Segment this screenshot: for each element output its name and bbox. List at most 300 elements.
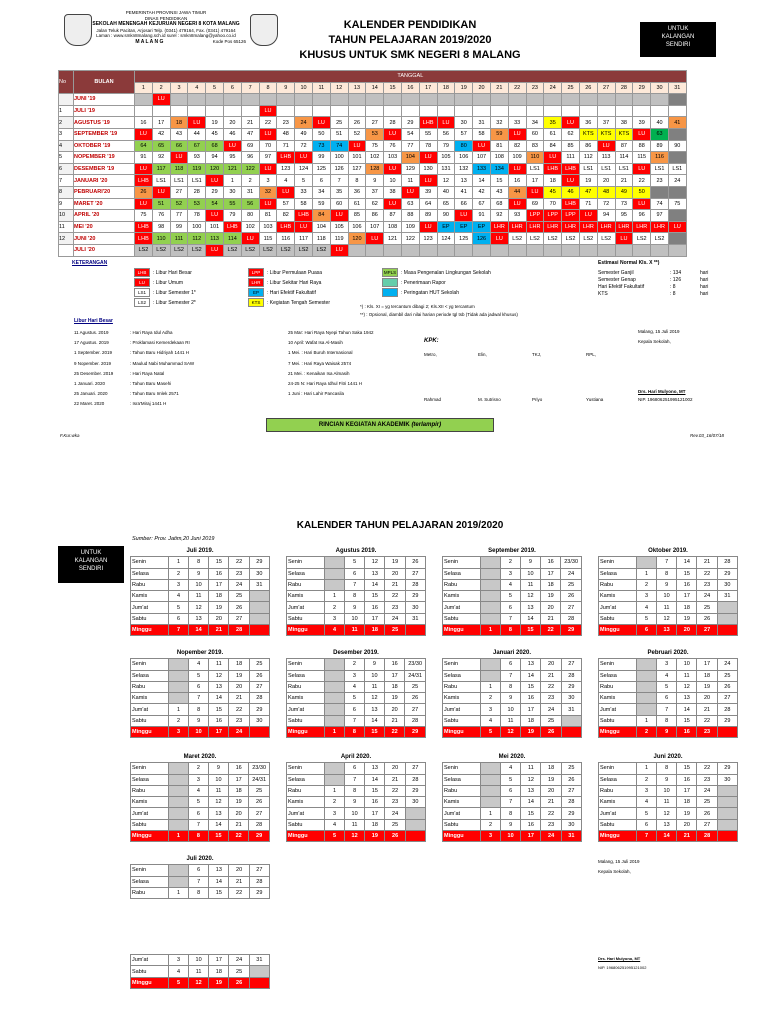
date-cell: 12 <box>521 774 541 785</box>
date-cell: 4 <box>500 579 520 590</box>
month-calendar <box>286 648 426 738</box>
date-cell <box>324 557 344 568</box>
holiday-row <box>74 369 274 379</box>
week-row <box>131 955 270 966</box>
day-cell: 91 <box>473 210 491 222</box>
date-cell: 7 <box>636 831 656 842</box>
day-cell: LHB <box>562 163 580 175</box>
day-cell: 114 <box>223 233 241 245</box>
date-cell: 22 <box>385 591 405 602</box>
date-cell: 6 <box>500 602 520 613</box>
day-cell: LPP <box>526 210 544 222</box>
page-title <box>270 18 550 63</box>
week-row <box>131 670 270 681</box>
internal-use-badge-2 <box>58 546 124 583</box>
day-cell: 122 <box>401 233 419 245</box>
day-cell <box>437 105 455 117</box>
date-cell: 18 <box>209 966 229 977</box>
day-cell: 82 <box>508 140 526 152</box>
sign-name: Drs. Hari Mulyono, MT <box>638 389 686 394</box>
date-cell: 30 <box>249 715 269 726</box>
legend-swatch: KTS <box>248 298 264 307</box>
date-cell: 13 <box>365 763 385 774</box>
date-cell: 15 <box>677 763 697 774</box>
estimasi-row <box>598 270 728 277</box>
day-cell: 71 <box>277 140 295 152</box>
date-cell: 8 <box>657 568 677 579</box>
date-cell <box>480 602 500 613</box>
day-cell: LU <box>259 163 277 175</box>
date-cell <box>717 727 737 738</box>
day-cell: 43 <box>490 186 508 198</box>
date-cell: 15 <box>209 704 229 715</box>
date-cell: 20 <box>697 693 717 704</box>
date-cell: 21 <box>697 557 717 568</box>
day-cell <box>526 105 544 117</box>
day-cell: 40 <box>437 186 455 198</box>
date-cell: 30 <box>561 819 581 830</box>
badge2-line3: SENDIRI <box>78 566 104 572</box>
date-cell: 27 <box>405 704 426 715</box>
legend-text: : Libur Semester 1* <box>153 289 196 296</box>
day-cell: 66 <box>170 140 188 152</box>
header-bulan: BULAN <box>74 71 135 94</box>
month-header <box>287 648 426 659</box>
date-cell: 10 <box>189 955 209 966</box>
date-cell: 10 <box>657 785 677 796</box>
week-row <box>131 659 270 670</box>
day-cell <box>668 186 686 198</box>
weekday-name: Rabu <box>131 887 169 898</box>
date-cell: 31 <box>561 704 581 715</box>
day-cell: LU <box>152 186 170 198</box>
day-cell <box>579 244 597 256</box>
day-cell: 64 <box>419 198 437 210</box>
estimasi-unit: hari <box>700 277 709 283</box>
table-row <box>59 221 687 233</box>
day-cell: LS2 <box>188 244 206 256</box>
day-cell: 114 <box>615 152 633 164</box>
internal-use-badge <box>640 22 716 57</box>
weekday-name: Selasa <box>443 774 481 785</box>
date-cell: 14 <box>521 670 541 681</box>
day-cell: LU <box>152 94 170 106</box>
date-cell: 7 <box>345 579 365 590</box>
week-row <box>443 704 582 715</box>
date-cell: 5 <box>636 613 656 624</box>
date-cell: 11 <box>677 670 697 681</box>
date-cell: 19 <box>677 808 697 819</box>
legend-swatch: LS2 <box>134 298 150 307</box>
weekday-name: Kamis <box>131 693 169 704</box>
day-cell: LU <box>259 105 277 117</box>
day-cell <box>348 105 366 117</box>
day-cell: LU <box>277 186 295 198</box>
day-header: 21 <box>490 82 508 94</box>
weekday-name: Rabu <box>443 681 481 692</box>
day-cell: 111 <box>562 152 580 164</box>
weekday-name: Selasa <box>131 670 169 681</box>
day-cell <box>384 244 402 256</box>
row-no: 4 <box>59 140 74 152</box>
week-row <box>443 727 582 738</box>
table-row <box>59 94 687 106</box>
date-cell: 2 <box>500 557 520 568</box>
date-cell: 12 <box>365 557 385 568</box>
holiday-row <box>74 328 274 338</box>
kpk-name: Yustiana <box>586 397 604 402</box>
date-cell: 3 <box>188 774 208 785</box>
day-cell: 127 <box>348 163 366 175</box>
date-cell: 27 <box>561 785 581 796</box>
day-cell: 36 <box>579 117 597 129</box>
date-cell: 16 <box>229 763 249 774</box>
date-cell: 22 <box>385 727 405 738</box>
table-row <box>59 105 687 117</box>
holiday-row <box>74 389 274 399</box>
day-cell <box>651 94 669 106</box>
week-row <box>443 831 582 842</box>
day-cell: 52 <box>170 198 188 210</box>
day-cell: 68 <box>206 140 224 152</box>
row-no: 10 <box>59 210 74 222</box>
day-cell: LU <box>241 233 259 245</box>
day-cell: 71 <box>579 198 597 210</box>
day-cell: 18 <box>170 117 188 129</box>
date-cell: 28 <box>717 704 737 715</box>
date-cell: 4 <box>344 681 364 692</box>
day-cell <box>348 244 366 256</box>
legend-swatch <box>382 278 398 287</box>
day-cell: 5 <box>295 175 313 187</box>
day-cell <box>170 94 188 106</box>
day-cell: 80 <box>455 140 473 152</box>
day-cell: LHR <box>526 221 544 233</box>
date-cell <box>324 774 344 785</box>
day-cell: 95 <box>615 210 633 222</box>
kpk-name: Elin, <box>478 352 487 357</box>
weekday-name: Rabu <box>443 785 481 796</box>
day-cell: 26 <box>348 117 366 129</box>
day-cell: LS2 <box>579 233 597 245</box>
weekday-name: Senin <box>131 763 169 774</box>
date-cell: 24 <box>561 568 582 579</box>
month-header <box>287 546 426 557</box>
date-cell: 31 <box>249 955 269 966</box>
date-cell: 8 <box>345 785 365 796</box>
day-cell <box>597 105 615 117</box>
date-cell: 31 <box>717 591 737 602</box>
holiday-title: Libur Hari Besar <box>74 318 113 324</box>
date-cell: 17 <box>209 955 229 966</box>
holiday-name: : Hari Raya Idul Adha <box>130 330 173 335</box>
date-cell: 4 <box>657 670 677 681</box>
day-cell: 69 <box>241 140 259 152</box>
date-cell: 10 <box>189 727 209 738</box>
date-cell: 10 <box>501 831 521 842</box>
day-cell <box>633 105 651 117</box>
week-row <box>131 613 270 624</box>
day-cell <box>277 94 295 106</box>
date-cell <box>636 670 656 681</box>
week-row <box>599 681 738 692</box>
date-cell: 20 <box>385 763 405 774</box>
day-cell <box>295 105 313 117</box>
day-cell <box>401 244 419 256</box>
week-row <box>287 693 426 704</box>
day-cell: 116 <box>277 233 295 245</box>
day-cell: 55 <box>419 128 437 140</box>
holiday-name: : Proklamasi Kemerdekaan RI <box>130 340 190 346</box>
holiday-date: 17 Agustus. 2019 <box>74 340 109 346</box>
date-cell: 12 <box>345 831 365 842</box>
date-cell: 23 <box>697 774 717 785</box>
date-cell: 9 <box>345 797 365 808</box>
date-cell <box>405 808 425 819</box>
day-cell: 74 <box>651 198 669 210</box>
title-line1: KALENDER PENDIDIKAN <box>343 19 477 31</box>
date-cell: 30 <box>561 693 581 704</box>
kpk-name: Metro, <box>424 352 437 357</box>
date-cell <box>717 808 737 819</box>
day-cell: 105 <box>330 221 348 233</box>
legend-note1: *) : Kls. XI = yg tercantum dibagi 2; Kls.XII < yg tercantum <box>360 304 475 309</box>
weekday-name: Rabu <box>131 785 169 796</box>
day-cell: LS1 <box>597 163 615 175</box>
sign2-nip: NIP. 196806251995121002 <box>598 965 647 970</box>
date-cell: 3 <box>636 785 656 796</box>
day-cell: 52 <box>348 128 366 140</box>
day-cell <box>651 105 669 117</box>
date-cell: 3 <box>480 704 500 715</box>
weekday-name: Sabtu <box>443 613 481 624</box>
day-header: 6 <box>223 82 241 94</box>
holiday-row <box>74 379 274 389</box>
row-month: JULI '20 <box>74 244 135 256</box>
date-cell: 15 <box>677 568 697 579</box>
day-cell <box>206 94 224 106</box>
weekday-name: Minggu <box>287 625 325 636</box>
date-cell: 3 <box>636 591 656 602</box>
weekday-name: Sabtu <box>131 966 169 977</box>
date-cell: 7 <box>188 819 208 830</box>
date-cell: 31 <box>405 613 425 624</box>
date-cell: 26 <box>697 613 717 624</box>
day-cell: 89 <box>419 210 437 222</box>
date-cell: 8 <box>188 831 208 842</box>
week-row <box>287 681 426 692</box>
day-cell: LU <box>437 117 455 129</box>
date-cell <box>249 727 269 738</box>
week-row <box>443 693 582 704</box>
date-cell: 16 <box>677 579 697 590</box>
date-cell: 4 <box>636 797 656 808</box>
day-cell: 102 <box>241 221 259 233</box>
day-cell <box>490 244 508 256</box>
day-cell: LHB <box>135 221 153 233</box>
day-cell: 31 <box>473 117 491 129</box>
date-cell: 4 <box>189 659 209 670</box>
day-cell: 93 <box>188 152 206 164</box>
date-cell: 3 <box>168 579 188 590</box>
month-header <box>131 854 270 865</box>
day-cell: LU <box>597 140 615 152</box>
week-row <box>443 785 582 796</box>
day-cell: LS2 <box>223 244 241 256</box>
weekday-name: Jum'at <box>287 808 325 819</box>
legend-title: KETERANGAN <box>72 260 108 266</box>
day-cell: 106 <box>455 152 473 164</box>
date-cell: 24 <box>229 727 249 738</box>
date-cell: 24 <box>385 808 405 819</box>
date-cell: 1 <box>480 681 500 692</box>
weekday-name: Jum'at <box>599 704 637 715</box>
day-cell: 73 <box>312 140 330 152</box>
day-cell <box>544 94 562 106</box>
weekday-name: Selasa <box>131 568 169 579</box>
estimasi-value: : 8 <box>670 291 676 297</box>
day-cell: 72 <box>597 198 615 210</box>
date-cell: 3 <box>324 808 344 819</box>
day-cell: LU <box>366 233 384 245</box>
date-cell: 23 <box>541 819 561 830</box>
date-cell: 15 <box>520 625 540 636</box>
date-cell: 26 <box>561 591 582 602</box>
weekday-name: Kamis <box>599 693 637 704</box>
week-row <box>131 727 270 738</box>
day-cell <box>366 244 384 256</box>
week-row <box>131 865 270 876</box>
day-cell: 32 <box>259 186 277 198</box>
date-cell: 21 <box>229 876 249 887</box>
month-header <box>599 648 738 659</box>
day-cell: 13 <box>455 175 473 187</box>
day-cell <box>437 244 455 256</box>
legend-item <box>248 278 321 287</box>
day-cell: 94 <box>597 210 615 222</box>
day-cell: 92 <box>490 210 508 222</box>
day-cell: 132 <box>455 163 473 175</box>
day-cell <box>668 244 686 256</box>
day-cell <box>223 105 241 117</box>
date-cell: 11 <box>520 579 540 590</box>
date-cell: 27 <box>249 681 269 692</box>
date-cell: 5 <box>168 602 188 613</box>
date-cell: 27 <box>249 808 270 819</box>
day-cell <box>633 94 651 106</box>
day-cell: 100 <box>330 152 348 164</box>
day-cell: 23 <box>277 117 295 129</box>
date-cell: 24 <box>697 785 717 796</box>
day-cell: LU <box>562 175 580 187</box>
week-row <box>287 659 426 670</box>
date-cell <box>168 797 188 808</box>
date-cell: 25 <box>561 763 581 774</box>
legend-item <box>134 288 196 297</box>
day-cell: 104 <box>401 152 419 164</box>
weekday-name: Minggu <box>599 831 637 842</box>
date-cell: 6 <box>345 763 365 774</box>
day-cell: LHR <box>633 221 651 233</box>
week-row <box>131 808 270 819</box>
day-header: 25 <box>562 82 580 94</box>
day-cell: 107 <box>473 152 491 164</box>
date-cell: 31 <box>249 579 269 590</box>
week-row <box>599 797 738 808</box>
week-row <box>443 681 582 692</box>
day-cell: 73 <box>615 198 633 210</box>
row-month: NOPEMBER '19 <box>74 152 135 164</box>
date-cell: 4 <box>168 966 188 977</box>
day-cell: 84 <box>544 140 562 152</box>
date-cell <box>168 774 188 785</box>
day-cell: 56 <box>241 198 259 210</box>
weekday-name: Sabtu <box>131 715 169 726</box>
day-cell: 99 <box>312 152 330 164</box>
day-cell: 59 <box>312 198 330 210</box>
weekday-name: Senin <box>287 763 325 774</box>
day-cell <box>330 94 348 106</box>
day-cell: LU <box>223 140 241 152</box>
date-cell <box>480 659 500 670</box>
day-cell: 22 <box>259 117 277 129</box>
date-cell: 7 <box>168 625 188 636</box>
day-cell <box>526 94 544 106</box>
date-cell: 28 <box>249 876 269 887</box>
weekday-name: Kamis <box>131 797 169 808</box>
date-cell: 19 <box>385 557 405 568</box>
day-header: 14 <box>366 82 384 94</box>
day-cell: 24 <box>668 175 686 187</box>
row-no: 8 <box>59 186 74 198</box>
date-cell: 18 <box>365 819 385 830</box>
date-cell: 26 <box>541 727 561 738</box>
day-cell: 119 <box>188 163 206 175</box>
day-header: 27 <box>597 82 615 94</box>
date-cell: 29 <box>249 557 269 568</box>
date-cell <box>168 763 188 774</box>
week-row <box>599 693 738 704</box>
date-cell: 2 <box>480 819 500 830</box>
day-cell: 112 <box>579 152 597 164</box>
header-no: No <box>59 71 74 94</box>
day-cell: 16 <box>508 175 526 187</box>
day-cell: LS2 <box>544 233 562 245</box>
holiday-row <box>74 338 274 348</box>
weekday-name: Jum'at <box>131 808 169 819</box>
day-cell: EP <box>455 221 473 233</box>
day-cell: 7 <box>330 175 348 187</box>
day-cell: 47 <box>579 186 597 198</box>
date-cell: 8 <box>501 681 521 692</box>
date-cell: 7 <box>345 774 365 785</box>
weekday-name: Sabtu <box>287 715 325 726</box>
date-cell: 21 <box>229 693 249 704</box>
date-cell: 30 <box>249 568 269 579</box>
day-cell: 117 <box>152 163 170 175</box>
row-no <box>59 94 74 106</box>
day-cell: 115 <box>633 152 651 164</box>
date-cell: 18 <box>229 659 249 670</box>
date-cell: 22 <box>697 568 717 579</box>
day-cell: LHB <box>223 221 241 233</box>
table-row <box>59 163 687 175</box>
date-cell <box>168 681 188 692</box>
table-row <box>59 210 687 222</box>
day-cell: 57 <box>455 128 473 140</box>
day-cell <box>384 94 402 106</box>
date-cell: 26 <box>561 774 581 785</box>
